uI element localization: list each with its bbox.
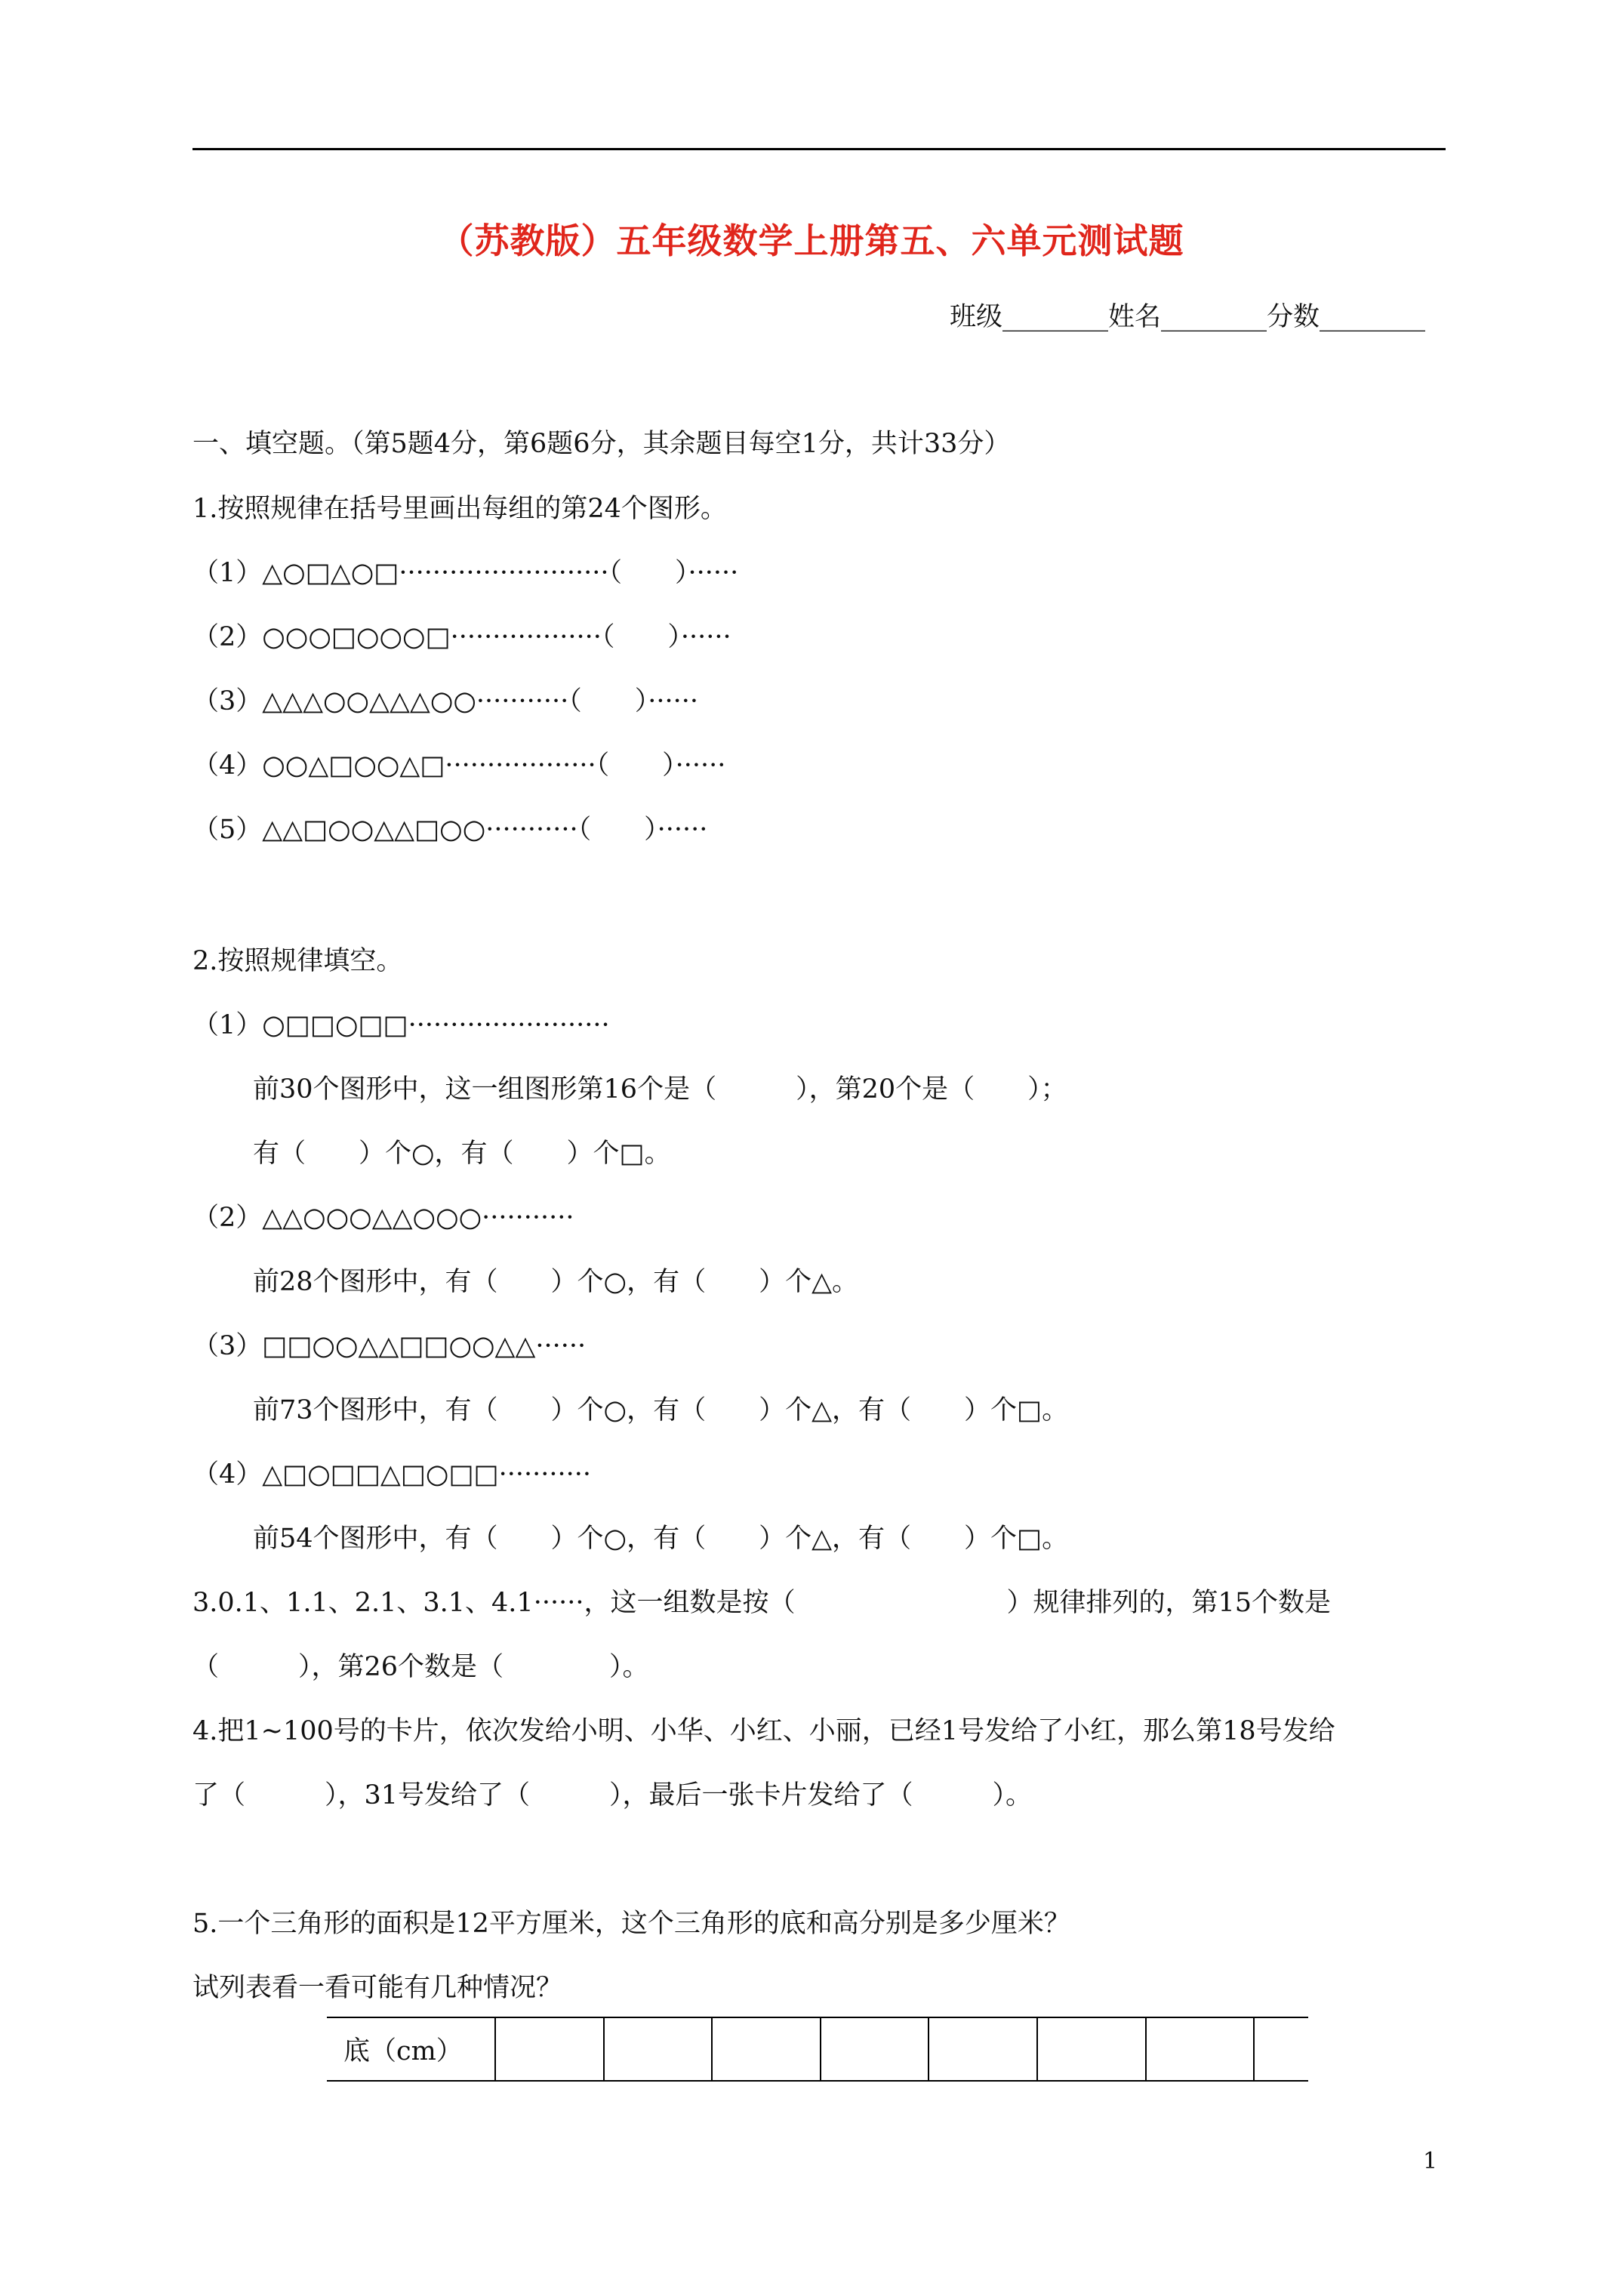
table-cell bbox=[929, 2017, 1037, 2081]
q1-item-5: （5）△△□○○△△□○○···········（ ）······ bbox=[192, 815, 708, 845]
student-info-fields: 班级________姓名________分数________ bbox=[949, 302, 1425, 332]
table-cell bbox=[495, 2017, 604, 2081]
table-cell bbox=[604, 2017, 713, 2081]
table-cell bbox=[1037, 2017, 1146, 2081]
q2-line: 前30个图形中，这一组图形第16个是（ ），第20个是（ ）； bbox=[253, 1074, 1067, 1105]
q2-pattern-1: （1）○□□○□□························ bbox=[192, 1010, 610, 1040]
question-3-line-2: （ ），第26个数是（ ）。 bbox=[192, 1652, 649, 1682]
q1-item-4: （4）○○△□○○△□··················（ ）······ bbox=[192, 750, 726, 781]
question-2-stem: 2.按照规律填空。 bbox=[192, 946, 403, 976]
q1-item-3: （3）△△△○○△△△○○···········（ ）······ bbox=[192, 686, 699, 717]
q2-pattern-2: （2）△△○○○△△○○○··········· bbox=[192, 1203, 574, 1233]
header-rule bbox=[192, 148, 1446, 150]
question-3-line-1: 3.0.1、1.1、2.1、3.1、4.1······，这一组数是按（ ）规律排列的，第15个数是 bbox=[192, 1588, 1331, 1618]
page-number: 1 bbox=[1423, 2148, 1438, 2174]
section-heading: 一、填空题。（第5题4分，第6题6分，其余题目每空1分，共计33分） bbox=[192, 429, 1011, 459]
q1-item-1: （1）△○□△○□·························（ ）······ bbox=[192, 558, 739, 588]
q2-line: 前28个图形中，有（ ）个○，有（ ）个△。 bbox=[253, 1267, 858, 1297]
document-title: （苏教版）五年级数学上册第五、六单元测试题 bbox=[439, 220, 1184, 261]
q2-line: 前73个图形中，有（ ）个○，有（ ）个△，有（ ）个□。 bbox=[253, 1395, 1069, 1425]
question-5-line-2: 试列表看一看可能有几种情况？ bbox=[192, 1973, 563, 2003]
q2-pattern-4: （4）△□○□□△□○□□··········· bbox=[192, 1459, 591, 1490]
base-height-table bbox=[327, 2017, 1308, 2082]
question-4-line-2: 了（ ），31号发给了（ ），最后一张卡片发给了（ ）。 bbox=[192, 1780, 1033, 1811]
q2-line: 有（ ）个○，有（ ）个□。 bbox=[253, 1139, 671, 1169]
table-cell bbox=[1254, 2017, 1308, 2081]
question-4-line-1: 4.把1~100号的卡片，依次发给小明、小华、小红、小丽，已经1号发给了小红，那么第18号发给 bbox=[192, 1716, 1335, 1746]
table-row bbox=[327, 2017, 1308, 2081]
q1-item-2: （2）○○○□○○○□··················（ ）······ bbox=[192, 622, 731, 652]
table-cell bbox=[1146, 2017, 1255, 2081]
table-cell bbox=[821, 2017, 929, 2081]
q2-line: 前54个图形中，有（ ）个○，有（ ）个△，有（ ）个□。 bbox=[253, 1524, 1069, 1554]
table-cell bbox=[712, 2017, 821, 2081]
question-5-line-1: 5.一个三角形的面积是12平方厘米，这个三角形的底和高分别是多少厘米？ bbox=[192, 1909, 1070, 1939]
q2-pattern-3: （3）□□○○△△□□○○△△······ bbox=[192, 1331, 587, 1361]
table-row-label: 底（cm） bbox=[343, 2036, 463, 2066]
question-1-stem: 1.按照规律在括号里画出每组的第24个图形。 bbox=[192, 494, 727, 524]
